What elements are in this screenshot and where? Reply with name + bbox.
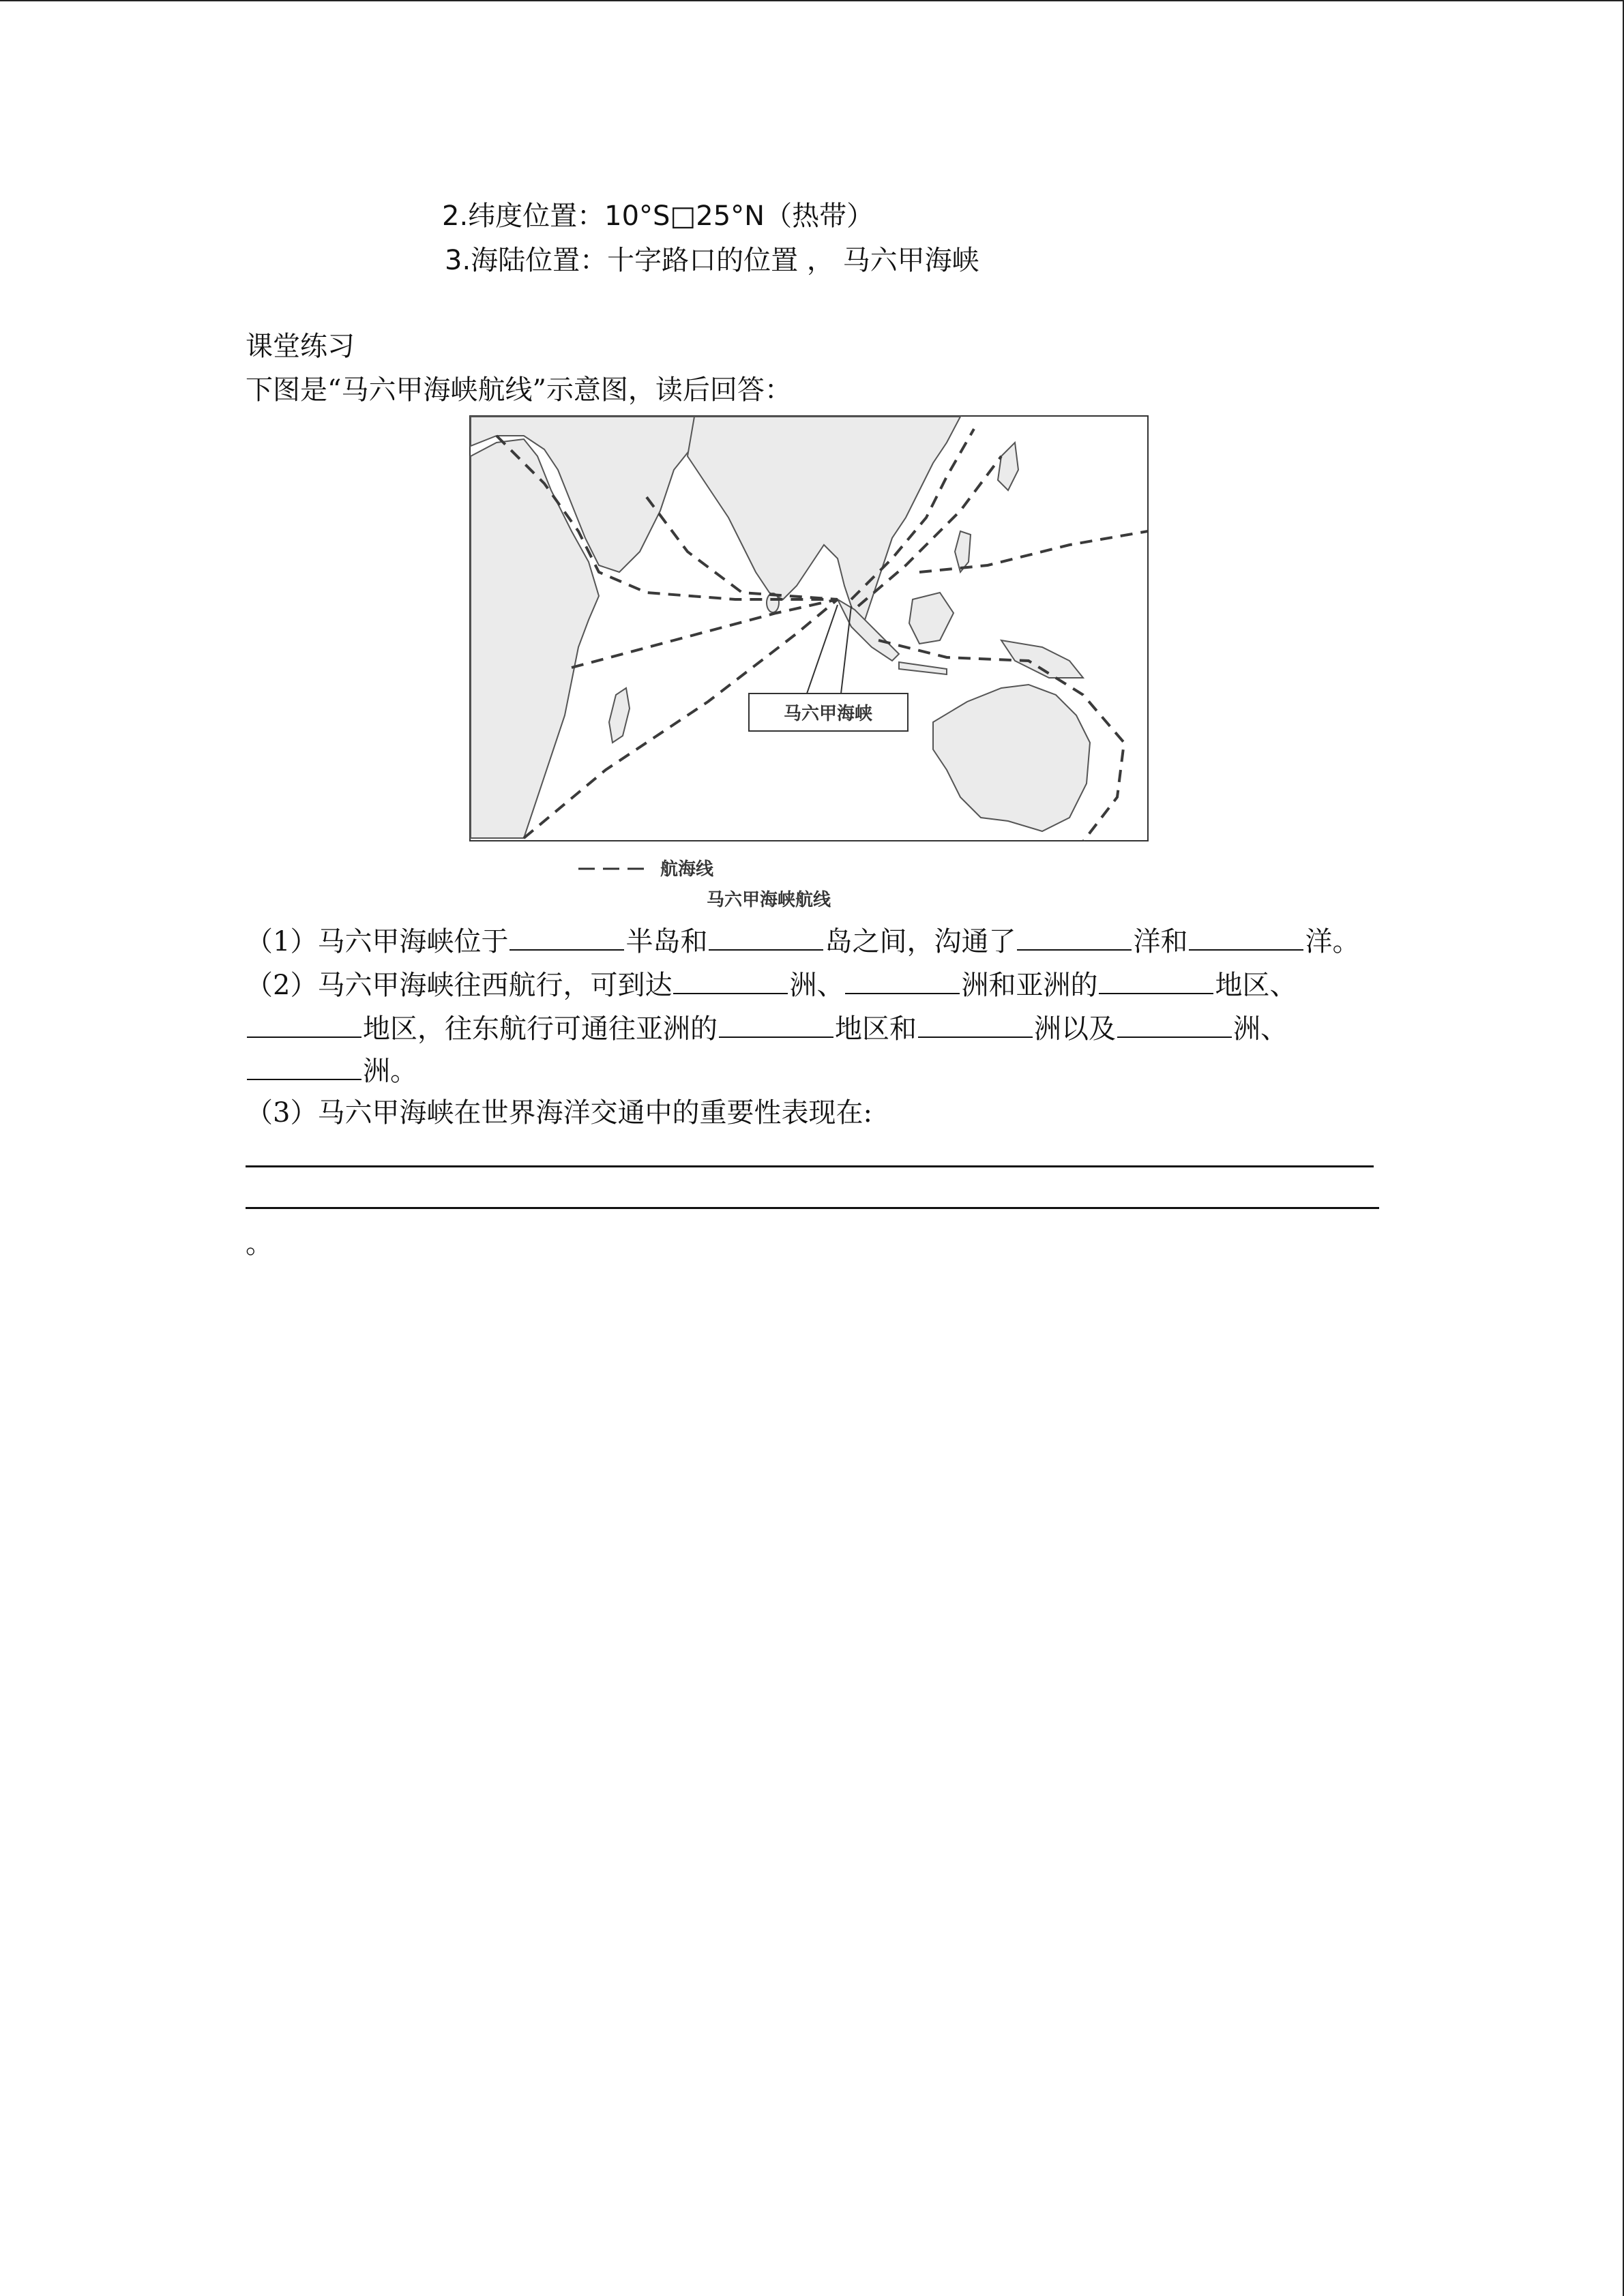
blank-q2-continent-5[interactable] xyxy=(247,1054,361,1080)
blank-q2-region-1[interactable] xyxy=(1099,968,1213,994)
blank-q2-continent-2[interactable] xyxy=(845,968,960,994)
blank-q2-continent-1[interactable] xyxy=(673,968,788,994)
section-intro: 下图是“马六甲海峡航线”示意图，读后回答： xyxy=(246,374,792,406)
blank-q1-island[interactable] xyxy=(709,925,823,951)
blank-q2-region-2[interactable] xyxy=(247,1012,361,1038)
question-2-line-2: 地区，往东航行可通往亚洲的 地区和 洲以及 洲、 xyxy=(246,1012,1288,1045)
latitude-line: 2.纬度位置：10°S□25°N（热带） xyxy=(442,200,874,232)
section-title: 课堂练习 xyxy=(246,331,355,362)
page-top-border xyxy=(0,0,1624,1)
question-3: （3）马六甲海峡在世界海洋交通中的重要性表现在: xyxy=(246,1097,872,1129)
blank-q2-continent-4[interactable] xyxy=(1117,1012,1232,1038)
blank-q1-peninsula[interactable] xyxy=(510,925,624,951)
map-caption: 马六甲海峡航线 xyxy=(707,890,831,910)
question-2-line-3: 洲。 xyxy=(246,1054,417,1088)
strait-label: 马六甲海峡 xyxy=(783,704,873,724)
blank-q1-ocean-1[interactable] xyxy=(1017,925,1132,951)
question-2-line-1: （2）马六甲海峡往西航行，可到达 洲、 洲和亚洲的 地区、 xyxy=(246,970,1297,1001)
blank-q2-asia-region[interactable] xyxy=(719,1012,833,1038)
legend-label: 航海线 xyxy=(660,859,714,880)
blank-q2-continent-3[interactable] xyxy=(918,1012,1033,1038)
question-1: （1）马六甲海峡位于 半岛和 岛之间，沟通了 洋和 洋。 xyxy=(246,926,1360,957)
legend-route-sample xyxy=(578,867,652,870)
answer-line-2[interactable] xyxy=(246,1207,1379,1209)
answer-end-mark: 。 xyxy=(246,1228,273,1259)
sea-land-line: 3.海陆位置：十字路口的位置 ， 马六甲海峡 xyxy=(445,245,979,276)
blank-q1-ocean-2[interactable] xyxy=(1189,925,1303,951)
malacca-route-map xyxy=(469,415,1149,841)
answer-line-1[interactable] xyxy=(246,1165,1374,1167)
